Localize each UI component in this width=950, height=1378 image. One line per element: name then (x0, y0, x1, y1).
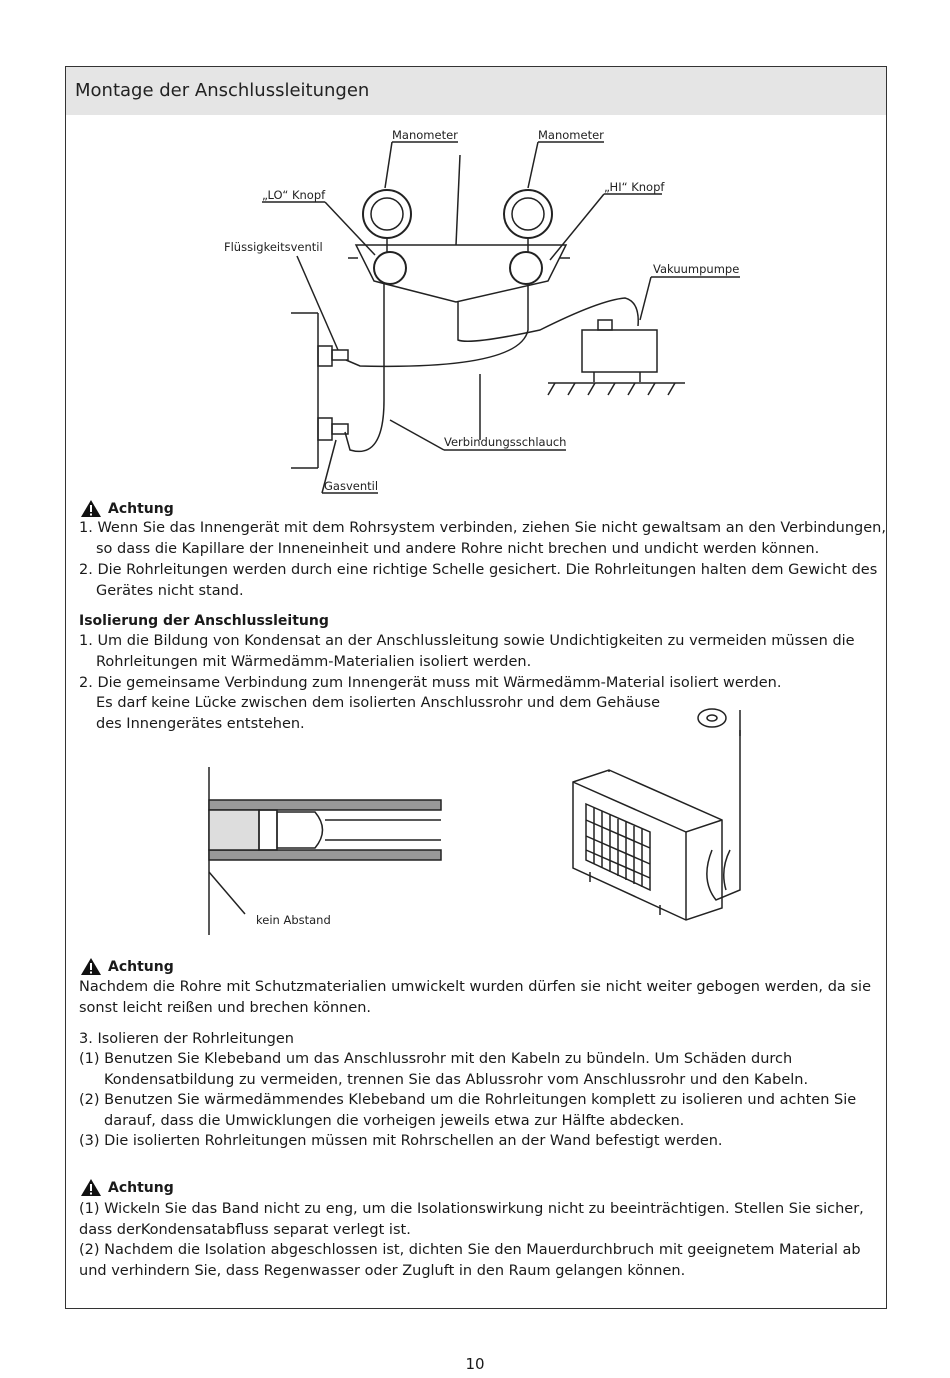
insulation-item-2-line2: Es darf keine Lücke zwischen dem isolierten Anschlussrohr und dem Gehäuse (96, 695, 661, 711)
step3-title: 3. Isolieren der Rohrleitungen (79, 1031, 294, 1047)
warning3-item-1: (1) Wickeln Sie das Band nicht zu eng, um die Isolationswirkung nicht zu beeinträchtigen. Stellen Sie sicher, dass derKondensatabfluss separat verlegt ist. (79, 1201, 864, 1238)
warning-title-2: Achtung (108, 958, 174, 975)
step3-item-1: (1) Benutzen Sie Klebeband um das Anschlussrohr mit den Kabeln zu bündeln. Um Schäden durch Kondensatbildung zu vermeiden, trennen Sie das Ablussrohr vom Anschlussrohr und den Kabeln. (79, 1051, 809, 1088)
warning-heading-1 (80, 499, 174, 518)
warning1-item-2: 2. Die Rohrleitungen werden durch eine richtige Schelle gesichert. Die Rohrleitungen halten dem Gewicht des Gerätes nicht stand. (79, 562, 878, 599)
insulation-title: Isolierung der Anschlussleitung (79, 613, 329, 629)
label-hose: Verbindungsschlauch (444, 435, 567, 449)
warning-icon (80, 1178, 102, 1197)
warning-title-1: Achtung (108, 500, 174, 517)
warning-heading-2 (80, 957, 174, 976)
step3-item-3: (3) Die isolierten Rohrleitungen müssen mit Rohrschellen an der Wand befestigt werden. (79, 1133, 723, 1149)
warning-heading-3 (80, 1178, 174, 1197)
label-no-gap: kein Abstand (256, 913, 331, 927)
step3-item-2: (2) Benutzen Sie wärmedämmendes Klebeband um die Rohrleitungen komplett zu isolieren und achten Sie darauf, dass die Umwicklungen die vorheigen jeweils etwa zur Hälfte abdecken. (79, 1092, 857, 1129)
warning-icon (80, 499, 102, 518)
label-gas-valve: Gasventil (324, 479, 379, 493)
label-manometer-left: Manometer (392, 128, 458, 142)
section-title: Montage der Anschlussleitungen (75, 80, 370, 101)
label-hi-knob: „HI“ Knopf (604, 180, 665, 194)
insulation-item-2-line3: des Innengerätes entstehen. (96, 716, 305, 732)
warning2-text: Nachdem die Rohre mit Schutzmaterialien umwickelt wurden dürfen sie nicht weiter gebogen werden, da sie sonst leicht reißen und brechen können. (79, 979, 871, 1016)
label-liquid-valve: Flüssigkeitsventil (224, 240, 323, 254)
vacuum-diagram (0, 0, 950, 500)
warning1-item-1: 1. Wenn Sie das Innengerät mit dem Rohrsystem verbinden, ziehen Sie nicht gewaltsam an den Verbindungen, so dass die Kapillare der Inneneinheit und andere Rohre nicht brechen und undicht werden können. (79, 520, 886, 557)
label-lo-knob: „LO“ Knopf (262, 188, 326, 202)
warning-title-3: Achtung (108, 1179, 174, 1196)
label-manometer-right: Manometer (538, 128, 604, 142)
label-vacuum-pump: Vakuumpumpe (653, 262, 740, 276)
insulation-item-1: 1. Um die Bildung von Kondensat an der Anschlussleitung sowie Undichtigkeiten zu vermeiden müssen die Rohrleitungen mit Wärmedämm-Materialien isoliert werden. (79, 633, 855, 670)
warning-icon (80, 957, 102, 976)
page-number: 10 (465, 1355, 485, 1373)
insulation-diagram (0, 700, 950, 940)
warning3-item-2: (2) Nachdem die Isolation abgeschlossen ist, dichten Sie den Mauerdurchbruch mit geeignetem Material ab und verhindern Sie, dass Regenwasser oder Zugluft in den Raum gelangen können. (79, 1242, 861, 1279)
insulation-item-2-line1: 2. Die gemeinsame Verbindung zum Innengerät muss mit Wärmedämm-Material isoliert werden. (79, 675, 782, 691)
